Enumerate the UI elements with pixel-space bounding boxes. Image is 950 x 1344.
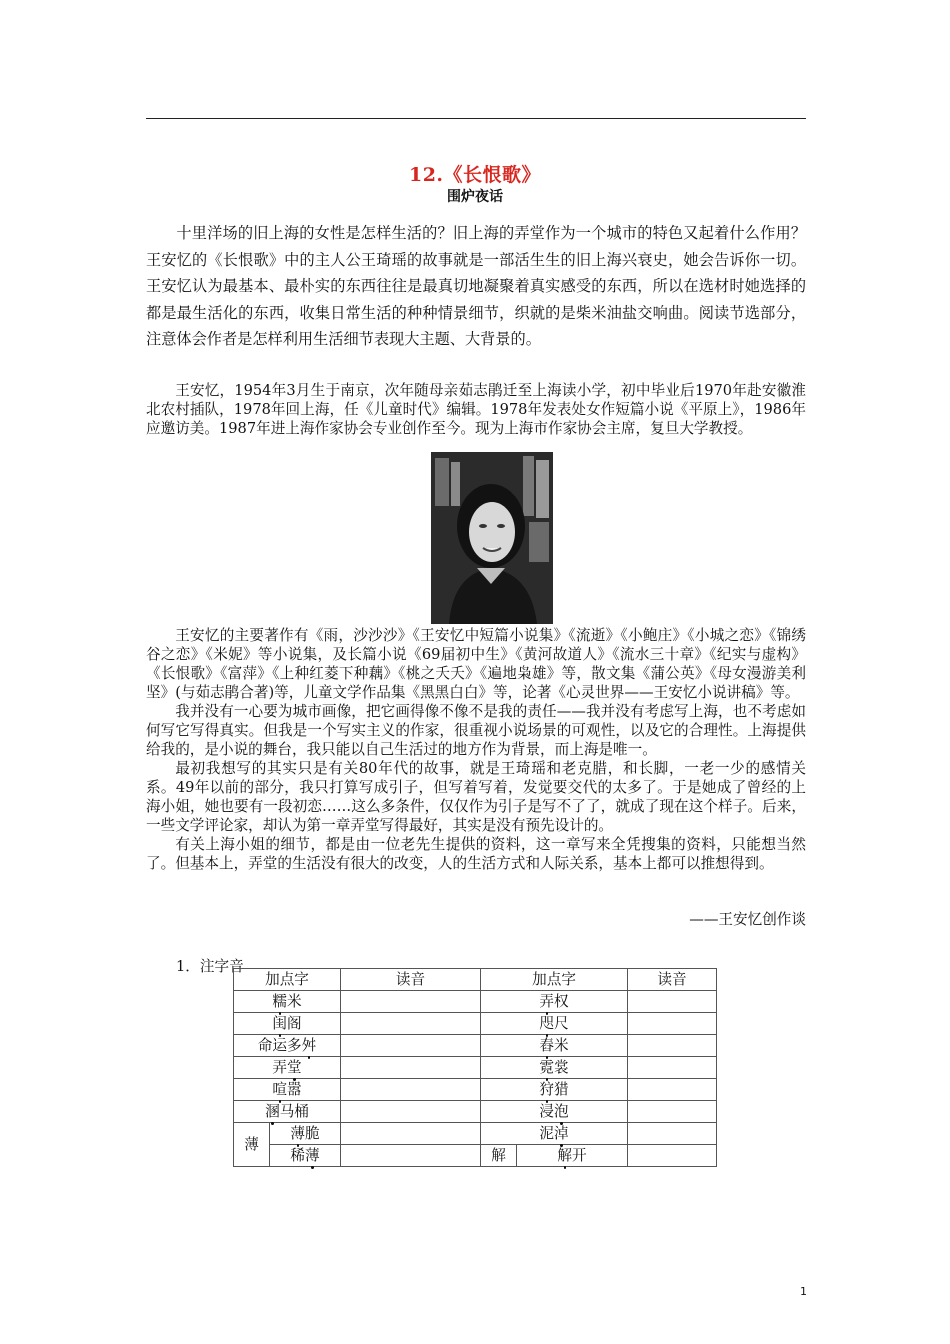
- answer-cell[interactable]: [341, 1123, 481, 1145]
- intro-paragraph: 十里洋场的旧上海的女性是怎样生活的？旧上海的弄堂作为一个城市的特色又起着什么作用？王安忆的《长恨歌》中的主人公王琦瑶的故事就是一部活生生的旧上海兴衰史，她会告诉你一切。王安忆认为最基本、最朴实的东西往往是最真切地凝聚着真实感受的东西，所以在选材时她选择的都是最生活化的东西，收集日常生活的种种情景细节，织就的是柴米油盐交响曲。阅读节选部分，注意体会作者是怎样利用生活细节表现大主题、大背景的。: [146, 224, 806, 348]
- section-subtitle: 围炉夜话: [447, 189, 503, 205]
- header-rule: [146, 118, 806, 119]
- word-cell: 泥淖: [481, 1123, 628, 1145]
- polyphone-char-jie: 解: [481, 1145, 517, 1167]
- word-cell: 薄脆: [270, 1123, 341, 1145]
- word-cell: 解开: [517, 1145, 628, 1167]
- answer-cell[interactable]: [628, 1079, 717, 1101]
- answer-cell[interactable]: [628, 1013, 717, 1035]
- portrait-illustration: [431, 452, 553, 624]
- answer-cell[interactable]: [341, 1145, 481, 1167]
- word-cell: 狩猎: [481, 1079, 628, 1101]
- pinyin-table: [233, 968, 717, 1167]
- header-dotted-char: 加点字: [481, 969, 628, 991]
- table-row: [234, 1013, 717, 1035]
- header-pronunciation: 读音: [341, 969, 481, 991]
- answer-cell[interactable]: [341, 1101, 481, 1123]
- word-cell: 浸泡: [481, 1101, 628, 1123]
- answer-cell[interactable]: [628, 1145, 717, 1167]
- table-row: [234, 1057, 717, 1079]
- answer-cell[interactable]: [628, 1035, 717, 1057]
- word-cell: 喧嚣: [234, 1079, 341, 1101]
- works-and-quotes: [146, 626, 806, 873]
- answer-cell[interactable]: [341, 991, 481, 1013]
- quote-paragraph-2: 最初我想写的其实只是有关80年代的故事，就是王琦瑶和老克腊，和长脚，一老一少的感情关系。49年以前的部分，我只打算写成引子，但写着写着，发觉要交代的太多了。于是她成了曾经的上海小姐，她也要有一段初恋……这么多条件，仅仅作为引子是写不了了，就成了现在这个样子。后来，一些文学评论家，却认为第一章弄堂写得最好，其实是没有预先设计的。: [146, 760, 806, 834]
- table-row: [234, 991, 717, 1013]
- table-row: [234, 1123, 717, 1145]
- table-row: [234, 1079, 717, 1101]
- word-cell: 霓裳: [481, 1057, 628, 1079]
- exercise-label: 1．注字音: [176, 958, 244, 975]
- lesson-title: 12.《长恨歌》: [408, 164, 542, 186]
- author-portrait-photo: [431, 452, 553, 624]
- word-cell: 糯米: [234, 991, 341, 1013]
- table-row: [234, 1145, 717, 1167]
- author-bio: 王安忆，1954年3月生于南京，次年随母亲茹志鹃迁至上海读小学，初中毕业后1970年赴安徽淮北农村插队，1978年回上海，任《儿童时代》编辑。1978年发表处女作短篇小说《平原上》，1986年应邀访美。1987年进上海作家协会专业创作至今。现为上海市作家协会主席，复旦大学教授。: [146, 382, 806, 437]
- word-cell: 弄堂: [234, 1057, 341, 1079]
- answer-cell[interactable]: [628, 991, 717, 1013]
- word-cell: 稀薄: [270, 1145, 341, 1167]
- table-header-row: [234, 969, 717, 991]
- word-cell: 咫尺: [481, 1013, 628, 1035]
- quote-attribution: ——王安忆创作谈: [689, 911, 806, 928]
- word-cell: 溷马桶: [234, 1101, 341, 1123]
- answer-cell[interactable]: [628, 1101, 717, 1123]
- polyphone-char-bo: 薄: [234, 1123, 270, 1167]
- page-number: 1: [800, 1285, 807, 1298]
- word-cell: 命运多舛: [234, 1035, 341, 1057]
- header-pronunciation: 读音: [628, 969, 717, 991]
- word-cell: 弄权: [481, 991, 628, 1013]
- header-dotted-char: 加点字: [234, 969, 341, 991]
- answer-cell[interactable]: [341, 1057, 481, 1079]
- table-row: [234, 1035, 717, 1057]
- works-paragraph: 王安忆的主要著作有《雨，沙沙沙》《王安忆中短篇小说集》《流逝》《小鲍庄》《小城之恋》《锦绣谷之恋》《米妮》等小说集，及长篇小说《69届初中生》《黄河故道人》《流水三十章》《纪实与虚构》《长恨歌》《富萍》《上种红菱下种藕》《桃之夭夭》《遍地枭雄》等，散文集《蒲公英》《母女漫游美利坚》(与茹志鹃合著)等，儿童文学作品集《黑黑白白》等，论著《心灵世界——王安忆小说讲稿》等。: [146, 627, 806, 701]
- quote-paragraph-3: 有关上海小姐的细节，都是由一位老先生提供的资料，这一章写来全凭搜集的资料，只能想当然了。但基本上，弄堂的生活没有很大的改变，人的生活方式和人际关系，基本上都可以推想得到。: [146, 836, 806, 872]
- answer-cell[interactable]: [341, 1079, 481, 1101]
- answer-cell[interactable]: [628, 1057, 717, 1079]
- answer-cell[interactable]: [341, 1035, 481, 1057]
- answer-cell[interactable]: [341, 1013, 481, 1035]
- answer-cell[interactable]: [628, 1123, 717, 1145]
- quote-paragraph-1: 我并没有一心要为城市画像，把它画得像不像不是我的责任——我并没有考虑写上海，也不考虑如何写它写得真实。但我是一个写实主义的作家，很重视小说场景的可观性，以及它的合理性。上海提供给我的，是小说的舞台，我只能以自己生活过的地方作为背景，而上海是唯一。: [146, 703, 806, 758]
- table-row: [234, 1101, 717, 1123]
- word-cell: 闺阁: [234, 1013, 341, 1035]
- word-cell: 舂米: [481, 1035, 628, 1057]
